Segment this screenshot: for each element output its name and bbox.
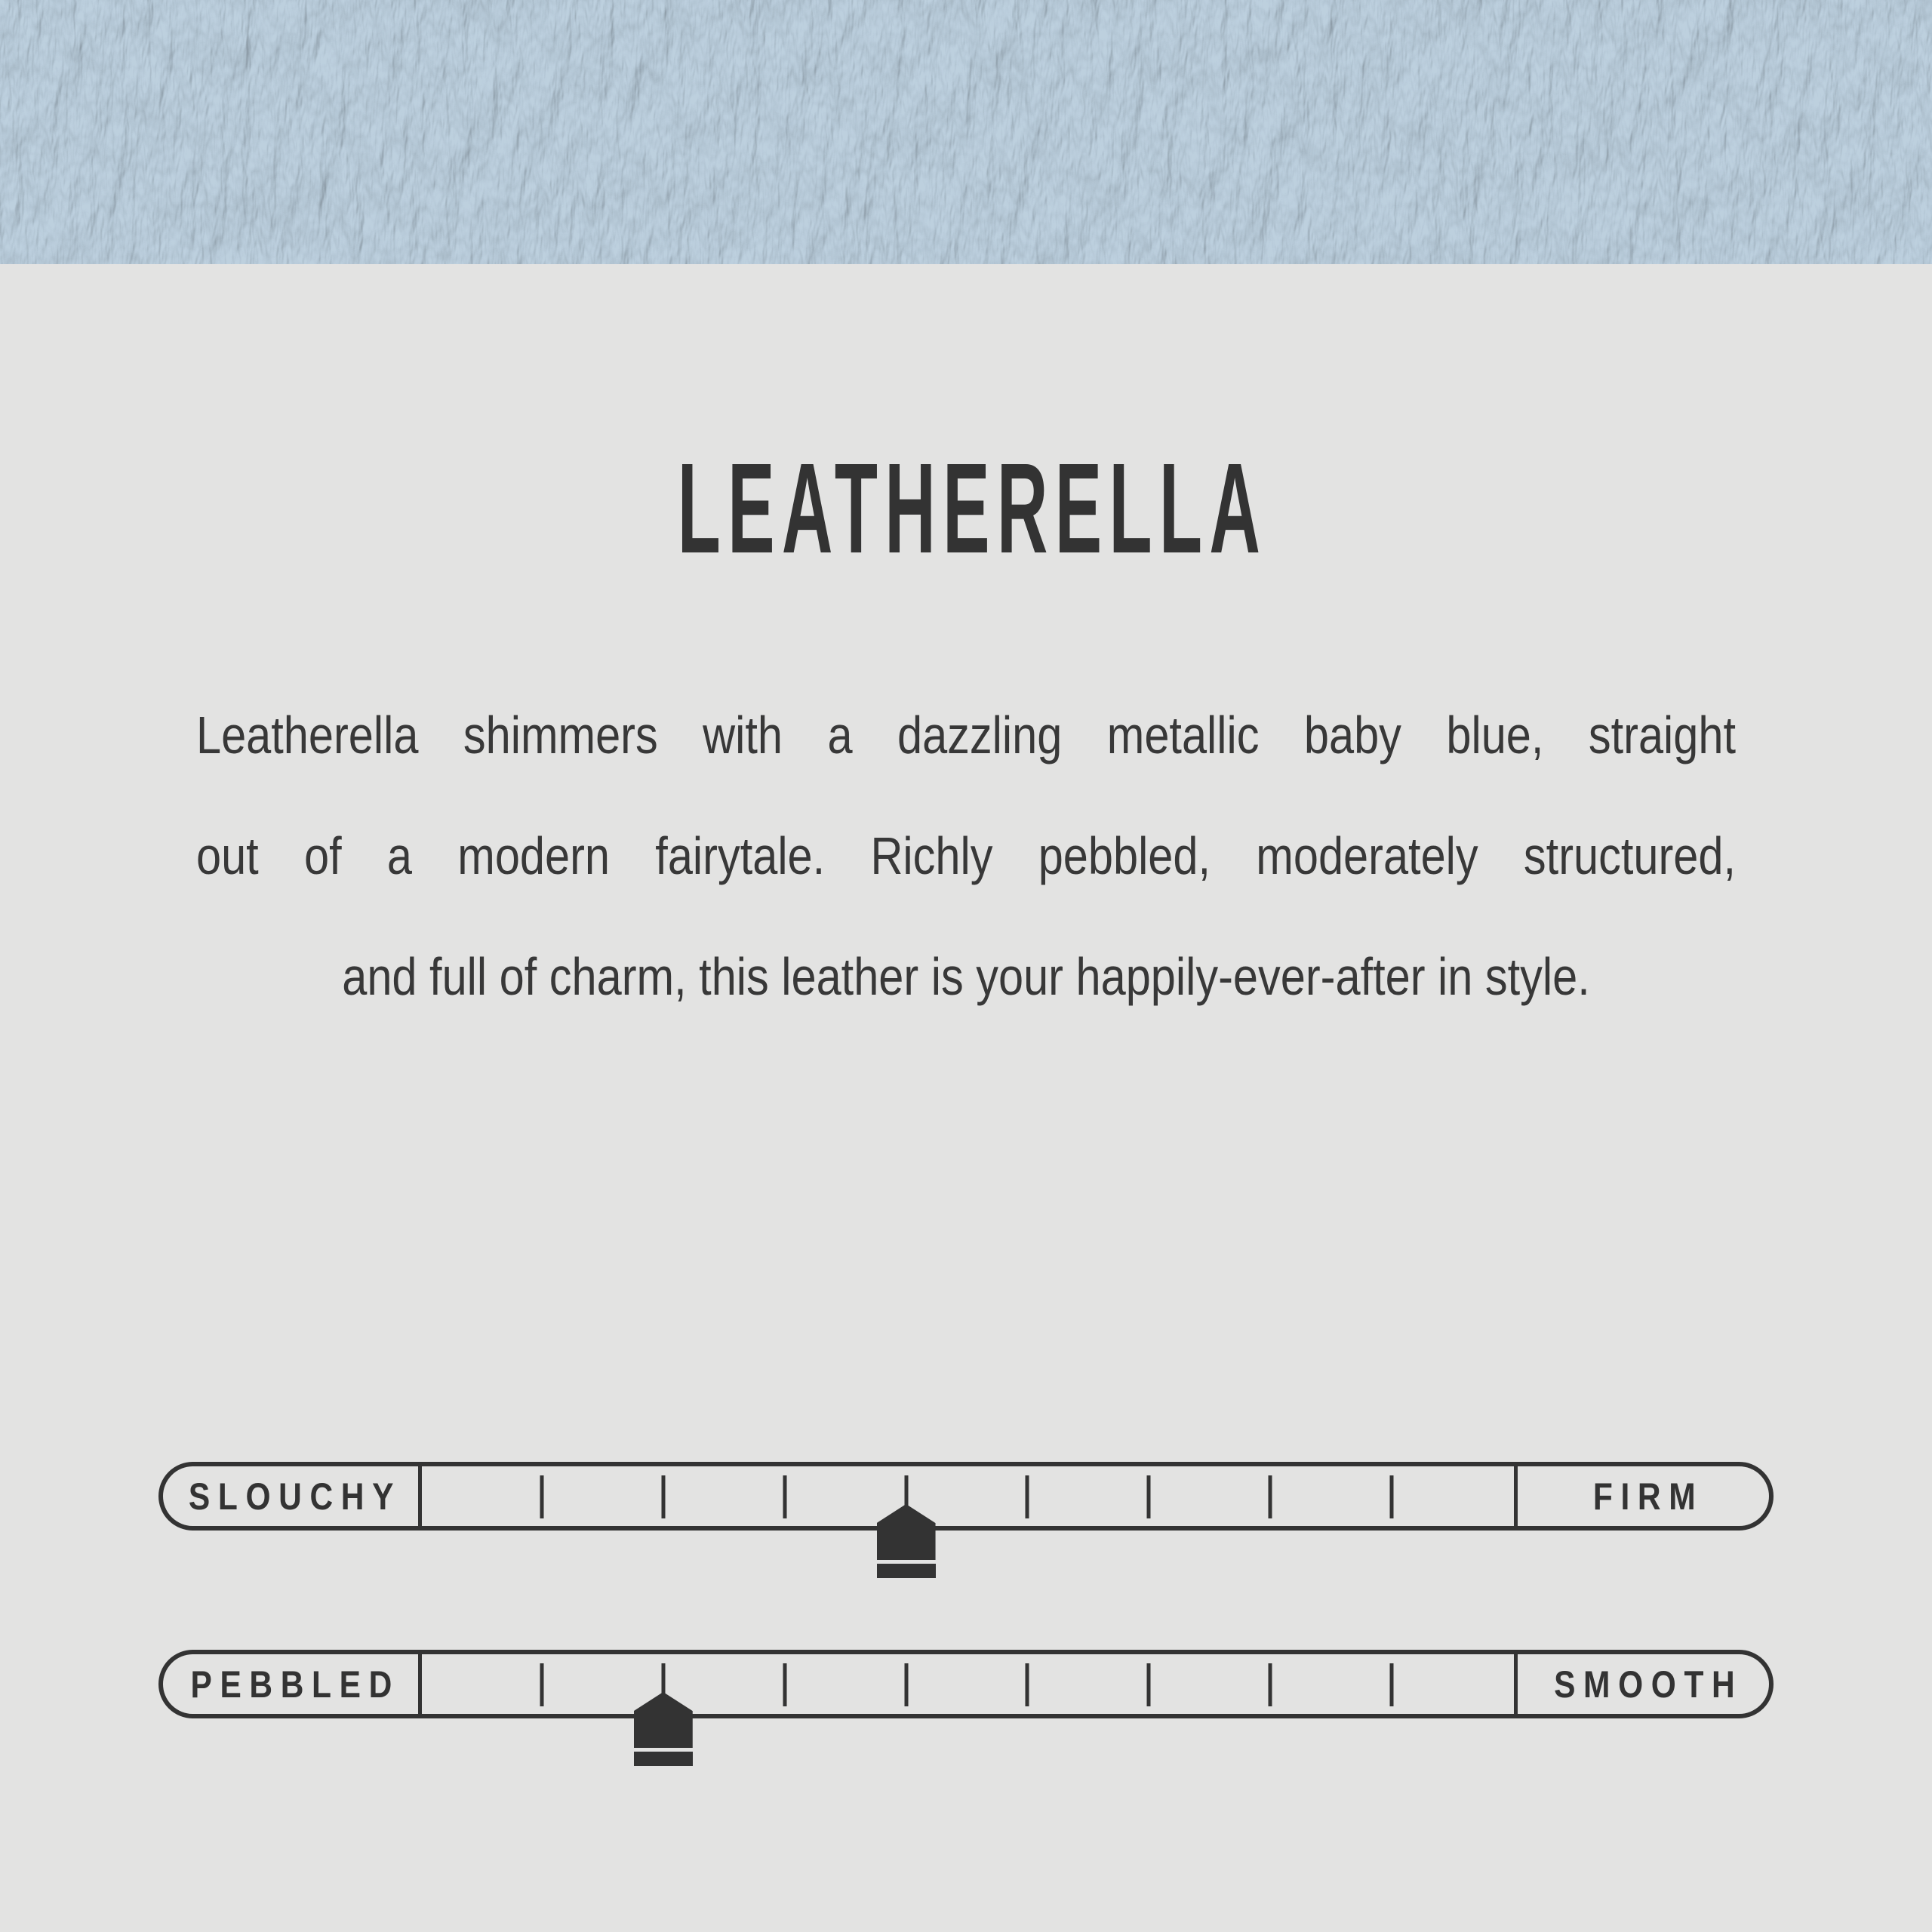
marker-base-block	[877, 1564, 936, 1578]
scale-left-section	[163, 1654, 422, 1714]
slouchy-firm-scale	[158, 1462, 1774, 1531]
tick-mark	[1390, 1663, 1394, 1706]
tick-mark	[1147, 1663, 1151, 1706]
product-description	[196, 675, 1736, 1037]
page-title	[0, 437, 1932, 580]
tick-mark	[904, 1663, 908, 1706]
tick-mark	[661, 1475, 665, 1518]
scale-left-label: SLOUCHY	[189, 1475, 402, 1518]
tick-mark	[540, 1663, 543, 1706]
scale-marker-icon	[877, 1504, 936, 1578]
scale-marker-icon	[634, 1692, 693, 1766]
tick-mark	[1390, 1475, 1394, 1518]
marker-pointer-icon	[877, 1504, 936, 1560]
tick-mark	[783, 1475, 786, 1518]
scale-right-section	[1514, 1654, 1769, 1714]
scale-right-label: SMOOTH	[1553, 1663, 1743, 1706]
description-line: out of a modern fairytale. Richly pebbled, moderately structured,	[196, 826, 1736, 885]
tick-mark	[540, 1475, 543, 1518]
scale-left-section	[163, 1466, 422, 1526]
description-line: and full of charm, this leather is your happily-ever-after in style.	[342, 947, 1590, 1006]
tick-mark	[1147, 1475, 1151, 1518]
scale-right-section	[1514, 1466, 1769, 1526]
pebbled-smooth-scale	[158, 1650, 1774, 1718]
marker-pointer-icon	[634, 1692, 693, 1748]
marker-base-block	[634, 1752, 693, 1766]
page-title-text: LEATHERELLA	[677, 437, 1268, 580]
leather-texture-swatch	[0, 0, 1932, 264]
description-line: Leatherella shimmers with a dazzling metallic baby blue, straight	[196, 706, 1736, 764]
tick-mark	[1269, 1663, 1272, 1706]
tick-mark	[783, 1663, 786, 1706]
scale-right-label: FIRM	[1592, 1475, 1703, 1518]
tick-mark	[1026, 1475, 1029, 1518]
scale-left-label: PEBBLED	[190, 1663, 400, 1706]
leather-texture-image	[0, 0, 1932, 264]
tick-mark	[1026, 1663, 1029, 1706]
tick-mark	[1269, 1475, 1272, 1518]
